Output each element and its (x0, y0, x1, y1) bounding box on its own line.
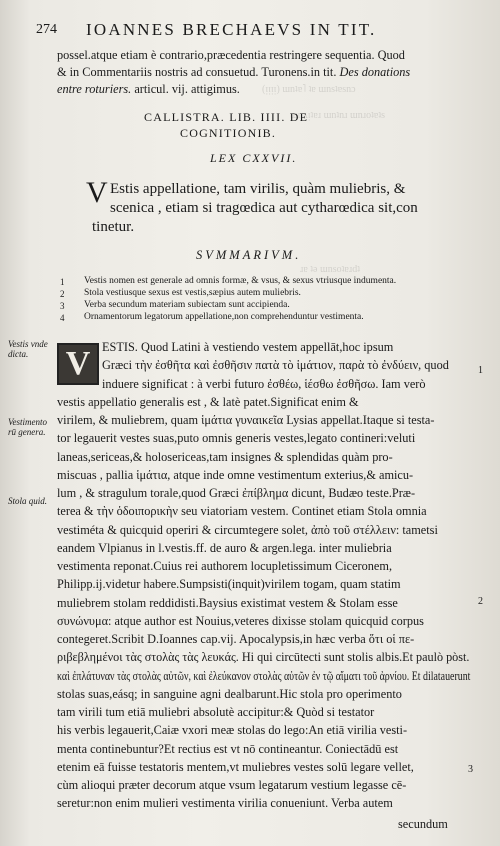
commentary-line: συνώνυμα: atque author est Nouius,veteres dixisse stolam quicquid corpus (57, 613, 424, 628)
summary-number: 2 (60, 289, 65, 299)
running-title: IOANNES BRECHAEVS IN TIT. (86, 20, 377, 39)
commentary-line: vestimenta reponat.Cuius rei authorem locupletissimum Ciceronem, (57, 559, 393, 573)
intro-line: possel.atque etiam è contrario,præcedentia restringere sequentia. Quod (57, 48, 405, 62)
decorated-initial (57, 343, 99, 385)
lex-initial: V (86, 176, 108, 209)
bleed-through: (ᴉᴉᴉᴉ) ɯnʇɐ˥ ʇɐ ɯnsʇɐsnɔ (262, 84, 356, 95)
commentary-line: terea & τὴν ὁδοιπορικὴν seu viatoriam vestem. Continet etiam Stola omnia (57, 504, 427, 519)
catchword: secundum (398, 817, 448, 831)
summary-number: 3 (60, 301, 65, 311)
margin-note: Stola quid. (8, 496, 48, 506)
commentary-line: Philipp.ij.videtur habere.Sumpsisti(inquit)virilem togam, quam statim (57, 577, 401, 592)
section-heading: CALLISTRA. LIB. IIII. DE (144, 110, 309, 124)
lex-line: scenica , etiam si tragœdica aut cytharœdica sit,con (110, 200, 418, 216)
commentary-line: Græci τὴν ἐσθῆτα καὶ ἐσθῆσιν πατὰ τὸ ἱμάτιον, παρὰ τὸ ἐνδύειν, quod (102, 358, 449, 373)
summary-number: 4 (60, 313, 65, 323)
commentary-line: vestiméta & quicquid operiri & circumtegere solet, ἀπὸ τοῦ στέλλειν: tametsi (57, 522, 438, 537)
intro-text: articul. vij. attigimus. (134, 82, 240, 96)
lex-heading: LEX CXXVII. (210, 151, 298, 165)
margin-note-line: Vestimento (8, 417, 47, 427)
commentary-line: καὶ ἐπλάτυναν τὰς στολὰς αὐτῶν, καὶ ἐλεύκανον στολὰς αὐτῶν ἐν τῷ αἵματι τοῦ ἀρνίου. Et dilatauerunt (57, 668, 471, 683)
commentary-line: virilem, & muliebrem, quam ἱμάτια γυναικεῖα Lysias appellat.Itaque si testa- (57, 413, 435, 427)
intro-italic: Des donations (339, 65, 411, 79)
margin-note-line: Vestis vnde (8, 339, 48, 349)
lex-line: Estis appellatione, tam virilis, quàm muliebris, & (110, 181, 406, 197)
commentary-line: tam virili tum etiā muliebri absolutè accipitur:& Quòd si testator (57, 705, 375, 719)
commentary-line: induere significat : à verbi futuro ἐσθέω, ἱέσθω ἐσθῆσω. Iam verò (102, 376, 426, 391)
commentary-line: his verbis legauerit,Caiæ vxori meæ stolas do lego:An etiā virilia vesti- (57, 723, 408, 738)
margin-note-line: dicta. (8, 349, 29, 359)
summary-number: 1 (60, 277, 65, 287)
commentary-line: lum , & stragulum torale,quod Græci ἐπίβλημα dicunt, Budæo teste.Præ- (57, 486, 416, 500)
commentary-line: etenim eā fuisse testatoris mentem,vt muliebres vestes solū legare vellet, (57, 759, 414, 774)
summary-item: Stola vestiusque sexus est vestis,sæpius autem muliebris. (84, 288, 301, 298)
bleed-through: ɯnʌᴉʇɐɹ ɯnʇnɹ ɯnɹoʇɐʇs (290, 110, 385, 121)
summary-item: Vestis nomen est generale ad omnis formæ, & vsus, & sexus vtriusque indumenta. (84, 276, 397, 286)
intro-italic: entre roturiers. (57, 82, 132, 96)
intro-text: & in Commentariis nostris ad consuetud. Turonens.in tit. (57, 65, 337, 79)
initial-letter: V (65, 345, 91, 382)
margin-note (8, 339, 48, 359)
commentary-line: cùm alioqui præter decorum atque vsum legatarum vestium legasse cē- (57, 778, 407, 792)
intro-line (57, 81, 240, 98)
commentary-line: tor legauerit vestes suas,puto omnis generis vestes,legato contineri:veluti (57, 431, 416, 446)
commentary-line: seretur:non enim mulieri vestimenta virilia conueniunt. Verba autem (57, 796, 393, 811)
commentary-line: miscuas , pallia ἱμάτια, atque inde omne vestimentum exterius,& amicu- (57, 467, 414, 482)
commentary-line: laneas,sericeas,& holosericeas,tam insignes & splendidas quàm pro- (57, 449, 393, 464)
summarium-title: SVMMARIVM. (196, 248, 302, 262)
commentary-line: ριβεβλημένοι τὰς στολὰς τὰς λευκάς. Hi qui circūtecti sunt stolis albis.Et paulò pòst. (57, 650, 470, 665)
side-number: 1 (478, 365, 483, 376)
intro-line (57, 64, 410, 81)
margin-note (8, 417, 47, 437)
side-number: 3 (468, 764, 473, 775)
page-number: 274 (36, 22, 57, 37)
commentary-line: vestis appellatio generalis est , & latè patet.Significat enim & (57, 394, 359, 409)
side-number: 2 (478, 596, 483, 607)
summary-item: Ornamentorum legatorum appellatione,non comprehenduntur vestimenta. (84, 312, 364, 322)
summary-item: Verba secundum materiam subiectam sunt accipienda. (84, 300, 290, 310)
lex-line: tinetur. (92, 219, 135, 235)
section-heading: COGNITIONIB. (180, 126, 277, 140)
margin-note-line: rū genera. (8, 427, 46, 437)
commentary-line: contegeret.Scribit D.Ioannes cap.vij. Apocalypsis,in hæc verba ὅτι οἱ πε- (57, 632, 415, 646)
commentary-line: muliebrem stolam reddidisti.Baysius existimat vestem & Stolam esse (57, 595, 398, 610)
commentary-line: ESTIS. Quod Latini à vestiendo vestem appellāt,hoc ipsum (102, 340, 394, 354)
commentary-line: stolas suas,eásq; in sanguine agni dealbarunt.Hic stola pro operimento (57, 686, 402, 701)
commentary-line: menta continebuntur?Et rectius est vt nō contineantur. Coniectādū est (57, 741, 399, 756)
commentary-line: eandem Vlpianus in l.vestis.ff. de auro & argen.lega. inter muliebria (57, 540, 392, 555)
bleed-through: ɹɐ ʇǝ ɯnsoʇɐɹdʇ (300, 264, 360, 275)
